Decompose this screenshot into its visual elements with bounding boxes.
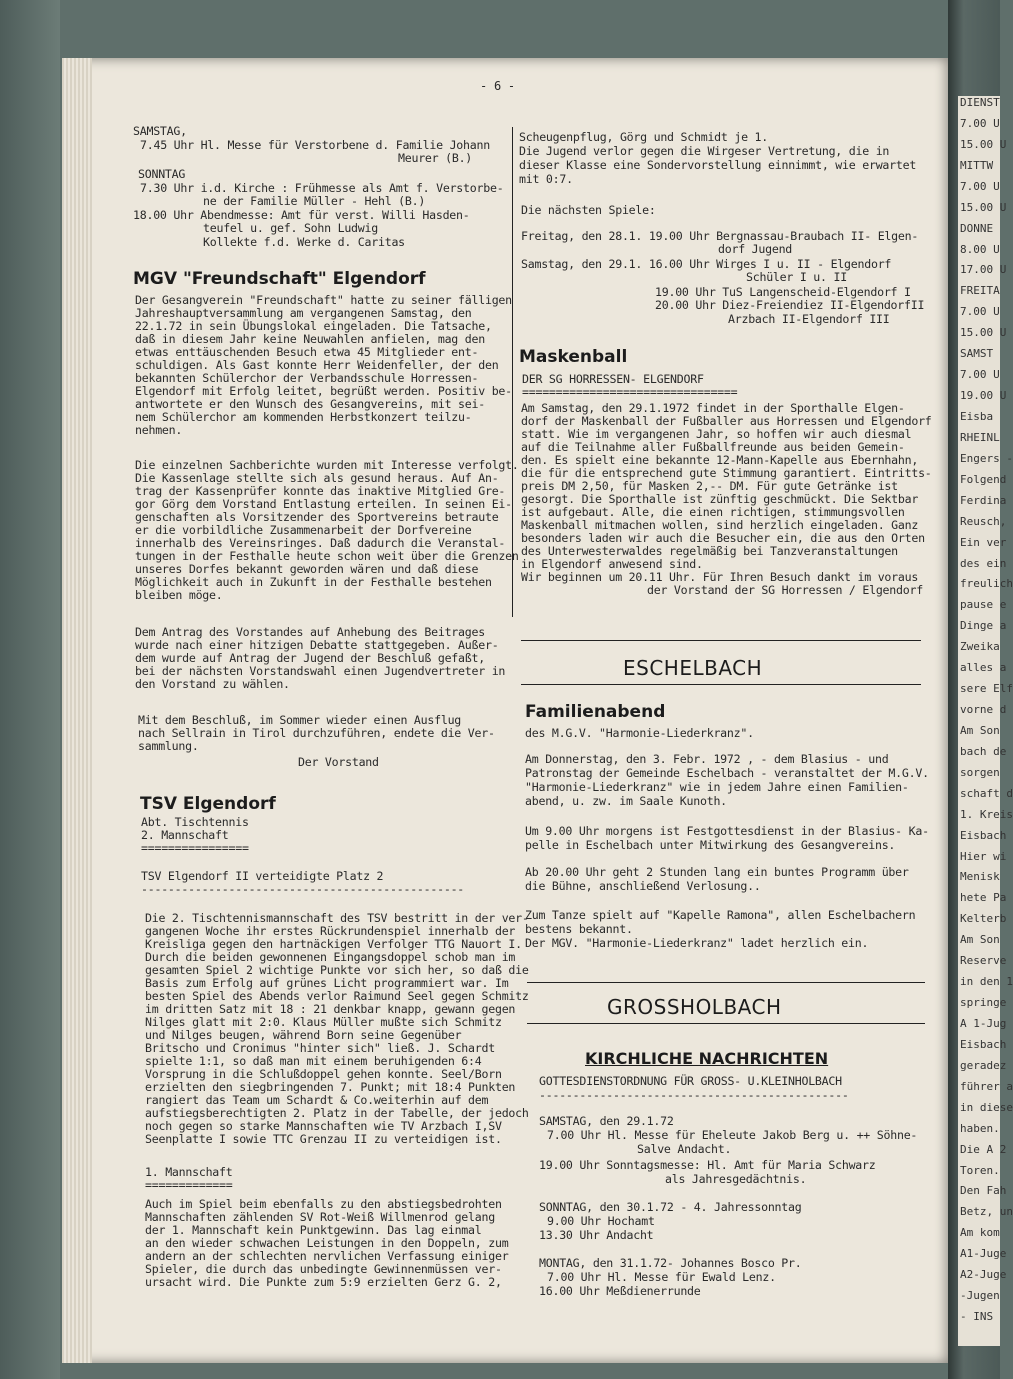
familienabend-heading: Familienabend — [525, 702, 666, 722]
next-page-fragment: Reusch, — [960, 515, 1007, 528]
next-page-fragment: Am Son — [960, 724, 1000, 737]
next-page-fragment: in den 1 — [960, 975, 1013, 988]
adjacent-page-fragment — [958, 96, 1013, 1346]
gottesdienst-subheading: GOTTESDIENSTORDNUNG FÜR GROSS- U.KLEINHOLBACH — [539, 1074, 842, 1088]
next-page-fragment: alles a — [960, 661, 1007, 674]
next-page-fragment: freulich — [960, 577, 1013, 590]
book-binding-left — [0, 0, 60, 1379]
next-page-fragment: DONNE — [960, 222, 994, 235]
mass-line: 7.30 Uhr i.d. Kirche : Frühmesse als Amt f. Verstorbe- — [140, 181, 504, 195]
tsv-dash-rule: ------------------------------------------------ — [141, 882, 465, 896]
next-page-fragment: 15.00 U — [960, 201, 1007, 214]
next-page-fragment: Toren. — [960, 1164, 1000, 1177]
next-page-fragment: 17.00 U — [960, 263, 1007, 276]
tsv-article-heading: TSV Elgendorf II verteidigte Platz 2 — [141, 869, 384, 883]
mass-line: SONNTAG — [138, 167, 186, 181]
next-page-fragment: Am kom — [960, 1226, 1000, 1239]
next-page-fragment: geradez — [960, 1059, 1007, 1072]
mass-line: ne der Familie Müller - Hehl (B.) — [203, 194, 426, 208]
next-page-fragment: Ferdina — [960, 494, 1007, 507]
game-line: Arzbach II-Elgendorf III — [728, 312, 890, 326]
next-page-fragment: Hier wi — [960, 850, 1007, 863]
maskenball-underline: ================================ — [522, 385, 738, 399]
next-page-fragment: führer a — [960, 1080, 1013, 1093]
next-page-fragment: SAMST — [960, 347, 994, 360]
next-page-fragment: Eisba — [960, 410, 994, 423]
kirchliche-heading: KIRCHLICHE NACHRICHTEN — [585, 1049, 829, 1068]
next-page-fragment: des ein — [960, 557, 1007, 570]
next-page-fragment: Folgend — [960, 473, 1007, 486]
next-page-fragment: Betz, un — [960, 1205, 1013, 1218]
section-rule — [527, 1023, 925, 1024]
next-page-fragment: Kelterb — [960, 912, 1007, 925]
next-page-fragment: bach de — [960, 745, 1007, 758]
next-page-fragment: Reserve — [960, 954, 1007, 967]
mass-line: teufel u. gef. Sohn Ludwig — [203, 221, 378, 235]
page-stack-edge — [62, 58, 92, 1363]
next-page-fragment: Die A 2 — [960, 1143, 1007, 1156]
next-page-fragment: 19.00 U — [960, 389, 1007, 402]
first-team-heading: 1. Mannschaft — [145, 1165, 233, 1179]
section-rule — [521, 684, 921, 685]
next-page-fragment: A2-Juge — [960, 1268, 1007, 1281]
gottesdienst-dash-rule: ---------------------------------------------- — [539, 1088, 849, 1102]
maskenball-heading: Maskenball — [519, 347, 628, 367]
mass-line: Kollekte f.d. Werke d. Caritas — [203, 235, 405, 249]
next-page-fragment: 8.00 U — [960, 243, 1000, 256]
next-page-fragment: hete Pa — [960, 891, 1007, 904]
next-page-fragment: haben. — [960, 1122, 1000, 1135]
maskenball-subheading: DER SG HORRESSEN- ELGENDORF — [522, 372, 704, 386]
tsv-continued: dieser Klasse eine Sondervorstellung einnimmt, wie erwartet — [519, 158, 917, 172]
next-page-fragment: - INS — [960, 1310, 994, 1323]
next-page-fragment: Am Son — [960, 933, 1000, 946]
mass-line: SAMSTAG, — [133, 124, 187, 138]
grossholbach-heading: GROSSHOLBACH — [607, 995, 782, 1019]
next-page-fragment: Eisbach — [960, 829, 1007, 842]
next-page-fragment: springe — [960, 996, 1007, 1009]
next-page-fragment: 1. Kreis — [960, 808, 1013, 821]
next-page-fragment: 15.00 U — [960, 326, 1007, 339]
eschelbach-heading: ESCHELBACH — [623, 656, 763, 680]
next-games-heading: Die nächsten Spiele: — [521, 203, 656, 217]
next-page-fragment: MITTW — [960, 159, 994, 172]
tsv-continued: mit 0:7. — [519, 172, 573, 186]
tsv-underline: ================ — [141, 841, 249, 855]
mgv-signature: Der Vorstand — [298, 755, 379, 769]
page-number: - 6 - — [480, 79, 515, 93]
first-team-underline: ============= — [145, 1178, 233, 1192]
next-page-fragment: Menisk — [960, 870, 1000, 883]
next-page-fragment: 7.00 U — [960, 180, 1000, 193]
next-page-fragment: pause e — [960, 598, 1007, 611]
next-page-fragment: Den Fah — [960, 1184, 1007, 1197]
mass-line: Meurer (B.) — [398, 151, 473, 165]
next-page-fragment: A1-Juge — [960, 1247, 1007, 1260]
next-page-fragment: RHEINL — [960, 431, 1000, 444]
section-rule — [527, 982, 925, 983]
next-page-fragment: schaft d — [960, 787, 1013, 800]
section-rule — [521, 640, 921, 641]
next-page-fragment: -Jugen — [960, 1289, 1000, 1302]
tsv-subheading: 2. Mannschaft — [141, 828, 229, 842]
mass-line: 18.00 Uhr Abendmesse: Amt für verst. Willi Hasden- — [133, 208, 470, 222]
tsv-continued: Scheugenpflug, Görg und Schmidt je 1. — [519, 130, 769, 144]
game-line: Freitag, den 28.1. 19.00 Uhr Bergnassau-Braubach II- Elgen- — [521, 229, 919, 243]
game-line: Schüler I u. II — [746, 270, 847, 284]
tsv-continued: Die Jugend verlor gegen die Wirgeser Vertretung, die in — [519, 144, 890, 158]
mass-line: 7.45 Uhr Hl. Messe für Verstorbene d. Familie Johann — [140, 138, 490, 152]
next-page-fragment: 7.00 U — [960, 117, 1000, 130]
game-line: 19.00 Uhr TuS Langenscheid-Elgendorf I — [655, 285, 911, 299]
next-page-fragment: Dinge a — [960, 619, 1007, 632]
next-page-fragment: sere Elf — [960, 682, 1013, 695]
next-page-fragment: Engers - — [960, 452, 1013, 465]
next-page-fragment: sorgen — [960, 766, 1000, 779]
next-page-fragment: FREITA — [960, 284, 1000, 297]
next-page-fragment: vorne d — [960, 703, 1007, 716]
next-page-fragment: 7.00 U — [960, 305, 1000, 318]
tsv-heading: TSV Elgendorf — [140, 794, 276, 814]
next-page-fragment: Zweika — [960, 640, 1000, 653]
column-divider — [512, 127, 513, 617]
mgv-heading: MGV "Freundschaft" Elgendorf — [133, 269, 426, 289]
next-page-fragment: 7.00 U — [960, 368, 1000, 381]
game-line: Samstag, den 29.1. 16.00 Uhr Wirges I u. II - Elgendorf — [521, 257, 892, 271]
next-page-fragment: Ein ver — [960, 536, 1007, 549]
next-page-fragment: A 1-Jug — [960, 1017, 1007, 1030]
next-page-fragment: in diese — [960, 1101, 1013, 1114]
next-page-fragment: 15.00 U — [960, 138, 1007, 151]
familienabend-subheading: des M.G.V. "Harmonie-Liederkranz". — [525, 726, 754, 740]
game-line: 20.00 Uhr Diez-Freiendiez II-ElgendorfII — [655, 298, 925, 312]
next-page-fragment: Eisbach — [960, 1038, 1007, 1051]
tsv-subheading: Abt. Tischtennis — [141, 815, 249, 829]
next-page-fragment: DIENST — [960, 96, 1000, 109]
game-line: dorf Jugend — [718, 242, 793, 256]
